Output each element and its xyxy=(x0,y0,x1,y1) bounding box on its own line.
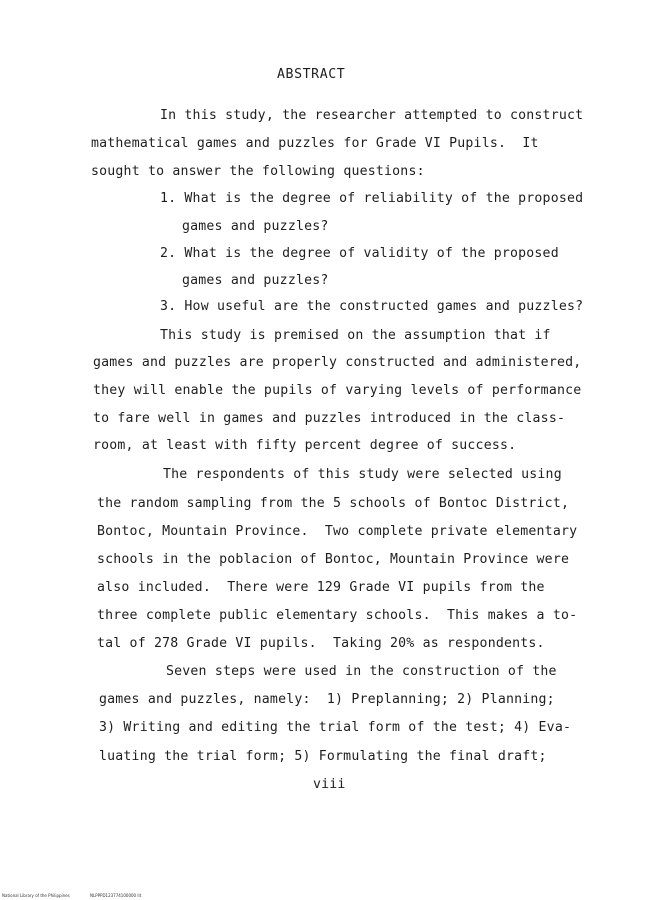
text-line: room, at least with fifty percent degree of success. xyxy=(93,438,517,453)
text-line: the random sampling from the 5 schools of Bontoc District, xyxy=(97,496,570,511)
text-line: schools in the poblacion of Bontoc, Mountain Province were xyxy=(97,552,570,567)
text-line: Seven steps were used in the construction of the xyxy=(166,664,557,679)
footer-code: NLPPPD123774100000 lit xyxy=(90,893,142,898)
text-line: The respondents of this study were selected using xyxy=(163,467,562,482)
text-line: to fare well in games and puzzles introduced in the class- xyxy=(93,411,566,426)
question-item: 2. What is the degree of validity of the proposed xyxy=(160,246,559,261)
text-line: three complete public elementary schools. This makes a to- xyxy=(97,608,578,623)
text-line: tal of 278 Grade VI pupils. Taking 20% as respondents. xyxy=(97,636,545,651)
text-line: This study is premised on the assumption that if xyxy=(160,328,551,343)
text-line: In this study, the researcher attempted to construct xyxy=(160,108,584,123)
question-item: 1. What is the degree of reliability of the proposed xyxy=(160,191,584,206)
footer-library: National Library of the Philippines xyxy=(2,893,70,898)
text-line: sought to answer the following questions: xyxy=(91,164,425,179)
text-line: they will enable the pupils of varying levels of performance xyxy=(93,383,582,398)
question-item-continuation: games and puzzles? xyxy=(182,219,329,234)
text-line: Bontoc, Mountain Province. Two complete private elementary xyxy=(97,524,578,539)
text-line: luating the trial form; 5) Formulating the final draft; xyxy=(99,749,547,764)
text-line: games and puzzles, namely: 1) Preplanning; 2) Planning; xyxy=(99,692,555,707)
question-item-continuation: games and puzzles? xyxy=(182,273,329,288)
text-line: mathematical games and puzzles for Grade VI Pupils. It xyxy=(91,136,539,151)
text-line: games and puzzles are properly constructed and administered, xyxy=(93,355,582,370)
page-number: viii xyxy=(313,777,346,792)
text-line: also included. There were 129 Grade VI pupils from the xyxy=(97,580,545,595)
question-item: 3. How useful are the constructed games and puzzles? xyxy=(160,299,584,314)
text-line: 3) Writing and editing the trial form of the test; 4) Eva- xyxy=(99,720,572,735)
abstract-title: ABSTRACT xyxy=(277,67,346,82)
